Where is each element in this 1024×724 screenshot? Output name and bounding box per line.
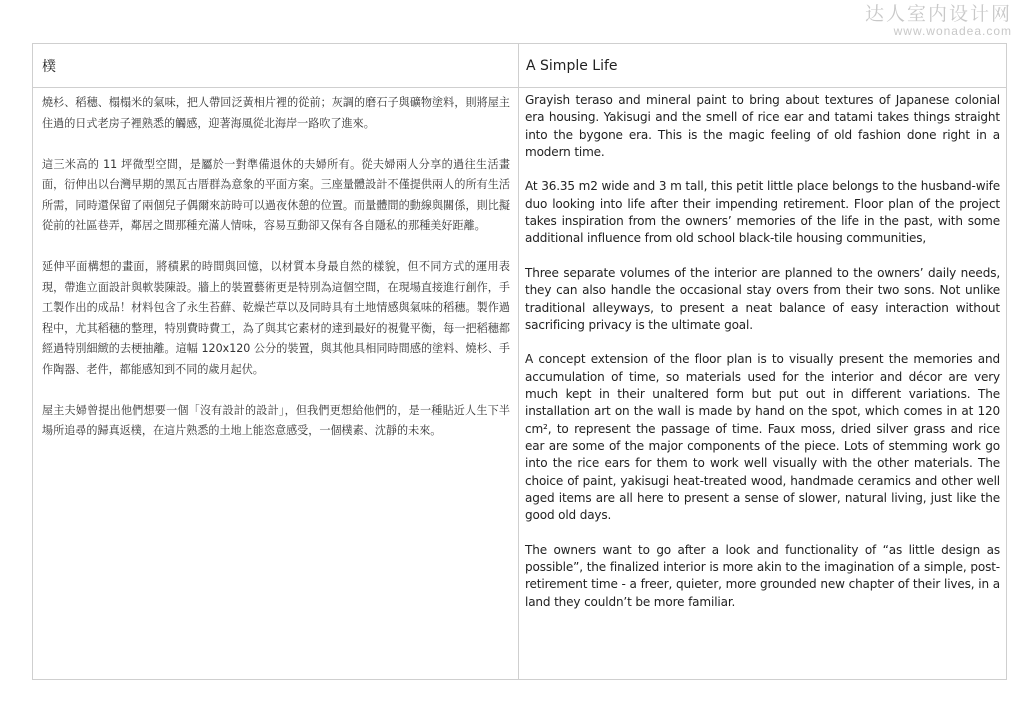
chinese-text-cell [33, 88, 519, 679]
en-paragraph: The owners want to go after a look and functionality of “as little design as possible”, the finalized interior is more akin to the imagination of a simple, post-retirement time - a freer, quieter, more grounded new chapter of their lives, in a land they couldn’t be more familiar. [525, 542, 1000, 609]
en-paragraph: Grayish teraso and mineral paint to bring about textures of Japanese colonial era housing. Yakisugi and the smell of rice ear and tatami takes things straight into the bygone era. This is the magic feeling of old fashion done right in a modern time. [525, 93, 1000, 159]
en-paragraph: A concept extension of the floor plan is to visually present the memories and accumulation of time, so materials used for the interior and décor are very much kept in their unaltered form but put out in different variations. The installation art on the wall is made by hand on the spot, which comes in at 120 cm², to represent the passage of time. Faux moss, dried silver grass and rice ear are some of the major components of the piece. Lots of stemming work go into the rice ears for them to work well visually with the other materials. The choice of paint, yakisugi heat-treated wood, handmade ceramics and other well aged items are all here to present a sense of slower, natural living, just like the good old days. [525, 352, 1000, 523]
zh-paragraph: 屋主夫婦曾提出他們想要一個「沒有設計的設計」，但我們更想給他們的，是一種貼近人生下半場所追尋的歸真返樸，在這片熟悉的土地上能恣意感受，一個樸素、沈靜的未來。 [42, 403, 510, 437]
bilingual-table [32, 43, 1007, 680]
header-cell-english [519, 44, 1006, 88]
en-paragraph: Three separate volumes of the interior are planned to the owners’ daily needs, they can also handle the occasional stay overs from their two sons. Not unlike traditional alleyways, to present a neat balance of easy interaction without sacrificing privacy is the ultimate goal. [525, 265, 1000, 332]
en-paragraph: At 36.35 m2 wide and 3 m tall, this petit little place belongs to the husband-wife duo looking into life after their impending retirement. Floor plan of the project takes inspiration from the owners’ memories of the life in the past, with some additional influence from old school black-tile housing communities, [525, 179, 1000, 246]
watermark-site-name: 达人室内设计网 [864, 3, 1012, 25]
watermark-url: www.wonadea.com [893, 23, 1012, 38]
zh-paragraph: 延伸平面構想的畫面，將積累的時間與回憶，以材質本身最自然的樣貌，但不同方式的運用表現，帶進立面設計與軟裝陳設。牆上的裝置藝術更是特別為這個空間，在現場直接進行創作，手工製作出的成品！材料包含了永生苔蘚、乾燥芒草以及同時具有土地情感與氣味的稻穗。製作過程中，尤其稻穗的整理，特別費時費工，為了與其它素材的達到最好的視覺平衡，每一把稻穗都經過特別細緻的去梗抽離。這幅 120x120 公分的裝置，與其他具相同時間感的塗料、燒杉、手作陶器、老件，都能感知到不同的歲月起伏。 [42, 260, 510, 376]
zh-paragraph: 燒杉、稻穗、榻榻米的氣味，把人帶回泛黃相片裡的從前；灰調的磨石子與礦物塗料，則將屋主住過的日式老房子裡熟悉的觸感，迎著海風從北海岸一路吹了進來。 [42, 96, 510, 130]
zh-paragraph: 這三米高的 11 坪微型空間，是屬於一對準備退休的夫婦所有。從夫婦兩人分享的過往生活畫面，衍伸出以台灣早期的黑瓦古厝群為意象的平面方案。三座量體設計不僅提供兩人的所有生活所需，同時還保留了兩個兒子偶爾來訪時可以過夜休憩的位置。而量體間的動線與關係，則比擬從前的社區巷弄，鄰居之間那種充滿人情味，容易互動卻又保有各自隱私的那種美好距離。 [42, 157, 510, 232]
header-title-english: A Simple Life [526, 57, 618, 74]
header-title-chinese: 樸 [42, 58, 56, 75]
header-cell-chinese [33, 44, 519, 88]
watermark [865, 4, 1012, 38]
english-text-cell [519, 88, 1006, 679]
